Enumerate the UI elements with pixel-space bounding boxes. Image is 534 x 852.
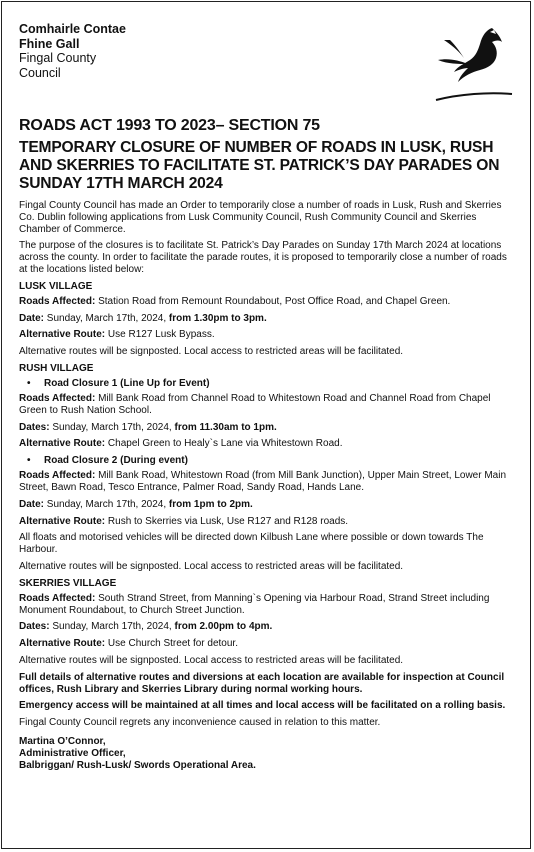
- emergency-access-notice: Emergency access will be maintained at all times and local access will be facilitated on a rolling basis.: [19, 700, 506, 712]
- rush-closure2-date-text: Sunday, March 17th, 2024,: [46, 498, 167, 510]
- rush-closure2-date-time: from 1pm to 2pm.: [168, 498, 253, 510]
- rush-closure1-alt-text: Chapel Green to Healy`s Lane via Whitestown Road.: [107, 438, 343, 450]
- skerries-date-time: from 2.00pm to 4pm.: [174, 621, 273, 633]
- roads-affected-label: Roads Affected:: [19, 392, 96, 404]
- signatory-area: Balbriggan/ Rush-Lusk/ Swords Operational Area.: [19, 759, 256, 771]
- dates-label: Dates:: [19, 621, 50, 633]
- rush-closure2-alt-text: Rush to Skerries via Lusk, Use R127 and R128 roads.: [107, 515, 349, 527]
- council-name: [19, 22, 126, 80]
- notice-content: [19, 117, 517, 771]
- rush-closure2-roads-text: Mill Bank Road, Whitestown Road (from Mill Bank Junction), Upper Main Street, Lower Main Street, Bawn Road, Tesco Entrance, Palmer Road, Sandy Road, Hands Lane.: [19, 470, 507, 493]
- alt-route-label: Alternative Route:: [19, 638, 106, 650]
- rush-closure2-roads: [19, 470, 517, 494]
- skerries-heading: SKERRIES VILLAGE: [19, 577, 117, 589]
- bird-logo-icon: [434, 20, 514, 102]
- regrets-notice: Fingal County Council regrets any inconvenience caused in relation to this matter.: [19, 717, 381, 729]
- lusk-roads-text: Station Road from Remount Roundabout, Post Office Road, and Chapel Green.: [98, 295, 451, 307]
- rush-closure1-alt: [19, 438, 517, 450]
- signature-block: [19, 736, 517, 771]
- intro-paragraph-1: Fingal County Council has made an Order to temporarily close a number of roads in Lusk, Rush and Skerries Co. Dublin following applications from Lusk Community Council, Rush Community Council and Skerries Chamber of Commerce.: [19, 200, 502, 235]
- rush-note: Alternative routes will be signposted. Local access to restricted areas will be facilitated.: [19, 560, 404, 572]
- rush-closure2-alt: [19, 516, 517, 528]
- rush-closure2-title-text: Road Closure 2 (During event): [44, 455, 188, 467]
- rush-closure2-date: [19, 499, 517, 511]
- lusk-alt-route-text: Use R127 Lusk Bypass.: [107, 329, 215, 341]
- skerries-alt-route: [19, 638, 517, 650]
- dates-label: Dates:: [19, 421, 50, 433]
- rush-heading: RUSH VILLAGE: [19, 362, 94, 374]
- signatory-title: Administrative Officer,: [19, 747, 126, 759]
- council-name-irish-line1: Comhairle Contae: [19, 22, 126, 36]
- skerries-note: Alternative routes will be signposted. Local access to restricted areas will be facilitated.: [19, 654, 404, 666]
- roads-affected-label: Roads Affected:: [19, 470, 96, 482]
- skerries-date: [19, 621, 517, 633]
- skerries-alt-route-text: Use Church Street for detour.: [107, 638, 238, 650]
- lusk-alt-route: [19, 329, 517, 341]
- lusk-heading: LUSK VILLAGE: [19, 280, 93, 292]
- alt-route-label: Alternative Route:: [19, 515, 106, 527]
- notice-title: TEMPORARY CLOSURE OF NUMBER OF ROADS IN LUSK, RUSH AND SKERRIES TO FACILITATE ST. PATRICK’S DAY PARADES ON SUNDAY 17TH MARCH 2024: [19, 139, 500, 192]
- rush-closure1-roads-text: Mill Bank Road from Channel Road to Whitestown Road and Channel Road from Chapel Green to Rush Nation School.: [19, 392, 491, 416]
- rush-closure1-date-time: from 11.30am to 1pm.: [174, 421, 277, 433]
- alt-route-label: Alternative Route:: [19, 329, 106, 341]
- rush-closure1-date: [19, 422, 517, 434]
- lusk-date-time: from 1.30pm to 3pm.: [168, 312, 267, 324]
- lusk-roads: [19, 296, 517, 308]
- council-name-english-line1: Fingal County: [19, 51, 97, 65]
- skerries-roads-text: South Strand Street, from Manning`s Opening via Harbour Road, Strand Street including Monument Roundabout, to Church Street Junction.: [19, 592, 490, 616]
- rush-closure1-date-text: Sunday, March 17th, 2024,: [52, 421, 172, 433]
- roads-affected-label: Roads Affected:: [19, 592, 96, 604]
- lusk-date: [19, 313, 517, 325]
- bullet-icon: •: [27, 377, 31, 389]
- lusk-note: Alternative routes will be signposted. Local access to restricted areas will be facilitated.: [19, 346, 404, 358]
- rush-floats-note: All floats and motorised vehicles will be directed down Kilbush Lane where possible or down towards The Harbour.: [19, 532, 484, 556]
- skerries-date-text: Sunday, March 17th, 2024,: [52, 621, 172, 633]
- full-details-notice: Full details of alternative routes and diversions at each location are available for inspection at Council offices, Rush Library and Skerries Library during normal working hours.: [19, 671, 505, 695]
- lusk-date-text: Sunday, March 17th, 2024,: [46, 312, 167, 324]
- rush-closure1-title: [27, 378, 517, 389]
- rush-closure2-title: [27, 455, 517, 466]
- alt-route-label: Alternative Route:: [19, 438, 106, 450]
- council-name-english-line2: Council: [19, 65, 61, 80]
- rush-closure1-title-text: Road Closure 1 (Line Up for Event): [44, 377, 210, 389]
- rush-closure1-roads: [19, 393, 517, 417]
- intro-paragraph-2: The purpose of the closures is to facilitate St. Patrick’s Day Parades on Sunday 17th March 2024 at locations across the county. In order to facilitate the parade routes, it is proposed to temporarily close a number of roads at the locations listed below:: [19, 240, 507, 275]
- council-name-irish-line2: Fhine Gall: [19, 36, 80, 51]
- notice-page: [1, 1, 531, 849]
- date-label: Date:: [19, 312, 45, 324]
- roads-affected-label: Roads Affected:: [19, 295, 96, 307]
- bullet-icon: •: [27, 455, 31, 467]
- signatory-name: Martina O’Connor,: [19, 735, 106, 747]
- date-label: Date:: [19, 498, 45, 510]
- skerries-roads: [19, 593, 517, 617]
- act-title: ROADS ACT 1993 TO 2023– SECTION 75: [19, 117, 320, 134]
